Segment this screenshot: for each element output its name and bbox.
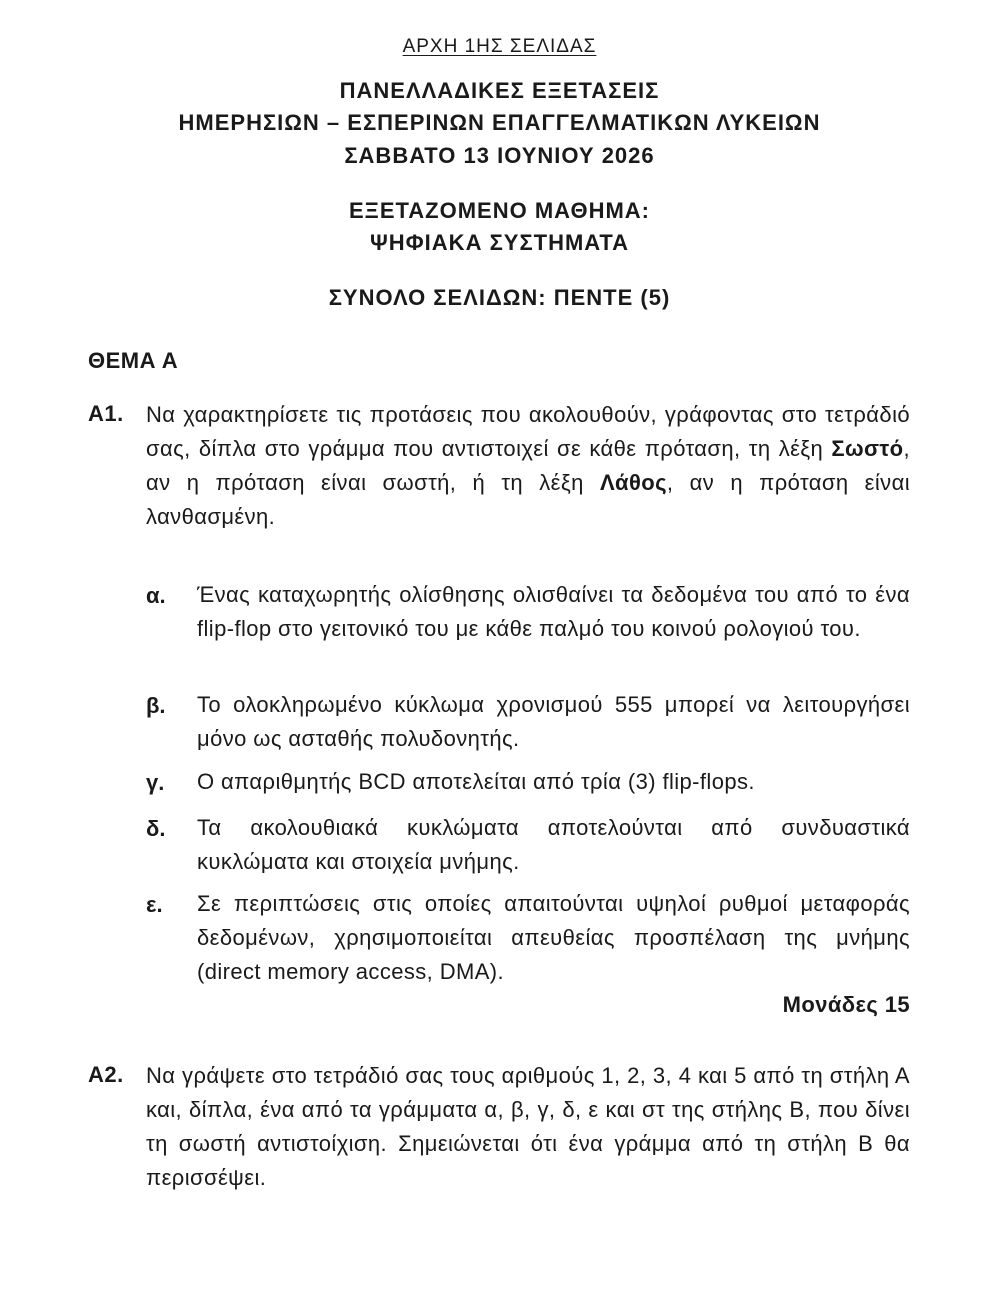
total-pages: ΣΥΝΟΛΟ ΣΕΛΙΔΩΝ: ΠΕΝΤΕ (5) bbox=[328, 285, 671, 310]
question-a2-text: Να γράψετε στο τετράδιό σας τους αριθμούς 1, 2, 3, 4 και 5 από τη στήλη Α και, δίπλα, ένα από τα γράμματα α, β, γ, δ, ε και στ της στήλης Β, που δίνει τη σωστή αντιστοίχιση. Σημειώνεται ότι ένα γράμμα από τη στήλη Β θα περισσέψει. bbox=[146, 1063, 910, 1190]
item-letter: γ. bbox=[146, 770, 165, 795]
wrong-word: Λάθος bbox=[599, 470, 667, 495]
item-letter: δ. bbox=[146, 816, 166, 841]
marks-a1: Μονάδες 15 bbox=[782, 992, 910, 1017]
subject-name: ΨΗΦΙΑΚΑ ΣΥΣΤΗΜΑΤΑ bbox=[369, 230, 630, 255]
exam-schools: ΗΜΕΡΗΣΙΩΝ – ΕΣΠΕΡΙΝΩΝ ΕΠΑΓΓΕΛΜΑΤΙΚΩΝ ΛΥΚΕΙΩΝ bbox=[178, 110, 821, 135]
item-text: Ο απαριθμητής BCD αποτελείται από τρία (3) flip-flops. bbox=[197, 769, 755, 794]
question-a1-text: Να χαρακτηρίσετε τις προτάσεις που ακολουθούν, γράφοντας στο τετράδιό σας, δίπλα στο γράμμα που αντιστοιχεί σε κάθε πρόταση, τη λέξη Σωστό, αν η πρόταση είναι σωστή, ή τη λέξη Λάθος, αν η πρόταση είναι λανθασμένη. bbox=[146, 402, 910, 529]
item-text: Το ολοκληρωμένο κύκλωμα χρονισμού 555 μπορεί να λειτουργήσει μόνο ως ασταθής πολυδονητής. bbox=[197, 692, 910, 751]
item-letter: ε. bbox=[146, 892, 163, 917]
item-text: Σε περιπτώσεις στις οποίες απαιτούνται υψηλοί ρυθμοί μεταφοράς δεδομένων, χρησιμοποιείται απευθείας προσπέλαση της μνήμης (direct memory access, DMA). bbox=[197, 891, 910, 984]
theme-heading: ΘΕΜΑ Α bbox=[88, 348, 179, 373]
item-letter: β. bbox=[146, 693, 166, 718]
item-text: Τα ακολουθιακά κυκλώματα αποτελούνται από συνδυαστικά κυκλώματα και στοιχεία μνήμης. bbox=[197, 815, 910, 874]
item-text: Ένας καταχωρητής ολίσθησης ολισθαίνει τα δεδομένα του από το ένα flip-flop στο γειτονικό του με κάθε παλμό του κοινού ρολογιού του. bbox=[197, 582, 910, 641]
question-a1-number: Α1. bbox=[88, 401, 124, 426]
exam-title: ΠΑΝΕΛΛΑΔΙΚΕΣ ΕΞΕΤΑΣΕΙΣ bbox=[339, 78, 660, 103]
page-marker: ΑΡΧΗ 1ΗΣ ΣΕΛΙΔΑΣ bbox=[402, 36, 597, 57]
correct-word: Σωστό bbox=[831, 436, 904, 461]
exam-date: ΣΑΒΒΑΤΟ 13 ΙΟΥΝΙΟΥ 2026 bbox=[344, 143, 655, 168]
question-a2-number: Α2. bbox=[88, 1062, 124, 1087]
item-letter: α. bbox=[146, 583, 166, 608]
subject-label: ΕΞΕΤΑΖΟΜΕΝΟ ΜΑΘΗΜΑ: bbox=[348, 198, 651, 223]
